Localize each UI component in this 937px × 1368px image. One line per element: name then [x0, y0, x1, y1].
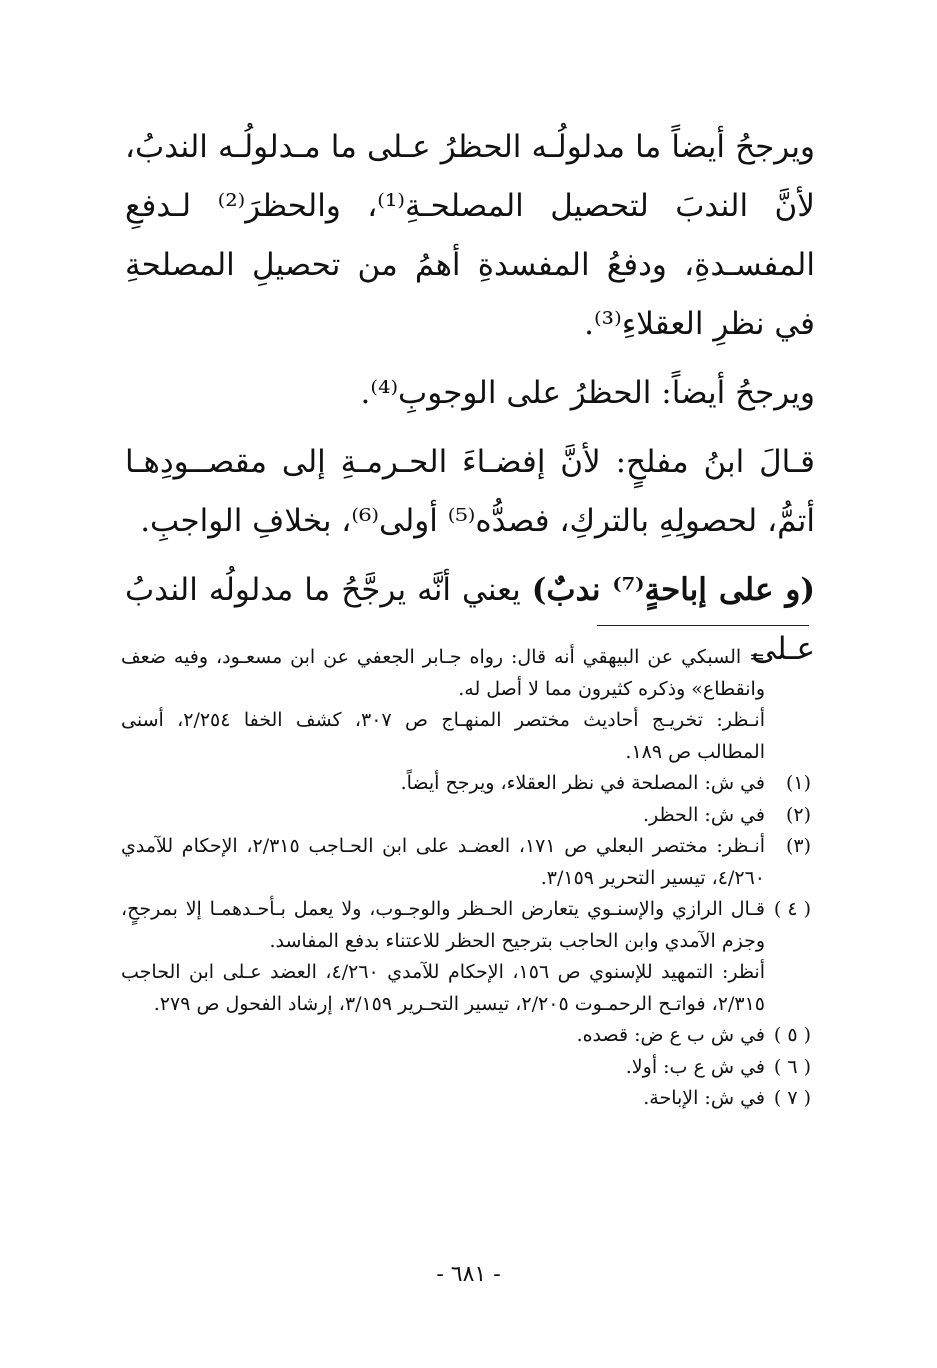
- paragraph: قـالَ ابنُ مفلحٍ: لأنَّ إفضـاءَ الحـرمـةِ إلى مقصــودِهـا أتمُّ، لحصولِهِ بالتركِ، فصدُّه⁽⁵⁾ أولى⁽⁶⁾، بخلافِ الواجبِ.: [125, 444, 815, 539]
- footnote: [121, 957, 811, 1020]
- footnote: [121, 894, 811, 957]
- footnote-text: في ش ب ع ض: قصده.: [576, 1024, 765, 1046]
- footnote-number: [765, 642, 811, 705]
- footnote: [121, 768, 811, 800]
- footnote-number: ( ٧ ): [773, 1087, 811, 1109]
- footnote-text: قـال الرازي والإسنـوي يتعارض الحـظر والوجـوب، ولا يعمل بـأحـدهمـا إلا بمرجحٍ، وجزم الآمدي وابن الحاجب بترجيح الحظر للاعتناء بدفع المفاسد.: [121, 898, 765, 952]
- footnote-text: أنـظر: مختصر البعلي ص ١٧١، العضـد على ابن الحـاجب ٢/٣١٥، الإحكام للآمدي ٤/٢٦٠، تيسير التحرير ٣/١٥٩.: [121, 835, 766, 889]
- paragraph: ويرجحُ أيضاً ما مدلولُـه الحظرُ عـلى ما مـدلولُـه الندبُ، لأنَّ الندبَ لتحصيل المصلحـةِ⁽¹⁾، والحظرَ⁽²⁾ لـدفعِ المفسـدةِ، ودفعُ المفسدةِ أهمُ من تحصيلِ المصلحةِ في نظرِ العقلاءِ⁽³⁾.: [125, 129, 815, 342]
- page-number: - ٦٨١ -: [436, 1262, 501, 1287]
- footnote-text: أنـظر: تخريـج أحاديث مختصر المنهـاج ص ٣٠٧، كشف الخفا ٢/٢٥٤، أسنى المطالب ص ١٨٩.: [121, 709, 765, 763]
- footnote-text: أنظر: التمهيد للإسنوي ص ١٥٦، الإحكام للآمدي ٤/٢٦٠، العضد عـلى ابن الحاجب ٢/٣١٥، فواتـح الرحمـوت ٢/٢٠٥، تيسير التحـرير ٣/١٥٩، إرشاد الفحول ص ٢٧٩.: [121, 961, 765, 1015]
- footnote-text: في ش ع ب: أولا.: [625, 1055, 765, 1078]
- footnote-number: ( ٦ ): [773, 1055, 811, 1078]
- footnote: [121, 1052, 811, 1084]
- footnote-number: [765, 957, 811, 1020]
- commentary-text: يعني أنَّه يرجَّحُ ما مدلولُه الندبُ عـلى: [125, 572, 815, 667]
- footnote: [121, 1083, 811, 1115]
- footnote: [121, 642, 811, 705]
- footnote-number: ( ٥ ): [773, 1024, 811, 1046]
- footnote: [121, 705, 811, 768]
- footnote-number: ( ٤ ): [773, 898, 811, 920]
- footnote-text: في ش: الحظر.: [642, 803, 765, 826]
- main-text: [125, 118, 815, 679]
- paragraph: ويرجحُ أيضاً: الحظرُ على الوجوبِ⁽⁴⁾.: [360, 375, 815, 411]
- footnote: [121, 800, 811, 832]
- footnote-text: في ش: المصلحة في نظر العقلاء، ويرجح أيضاً.: [400, 772, 765, 794]
- footnotes: [121, 642, 811, 1115]
- footnote-number: (٢): [785, 803, 811, 826]
- footnote: [121, 831, 811, 894]
- footnote-text: = السبكي عن البيهقي أنه قال: رواه جـابر الجعفي عن ابن مسعـود، وفيه ضعف وانقطاع» وذكره كثيرون مما لا أصل له.: [121, 646, 765, 700]
- footnote-number: [765, 705, 811, 768]
- footnote: [121, 1020, 811, 1052]
- footnote-number: (١): [785, 772, 811, 794]
- footnote-number: (٣): [785, 835, 811, 857]
- footnote-separator: [597, 625, 809, 626]
- footnote-text: في ش: الإباحة.: [643, 1087, 765, 1109]
- matn-text: (و على إباحةٍ⁽⁷⁾ ندبٌ): [531, 572, 815, 608]
